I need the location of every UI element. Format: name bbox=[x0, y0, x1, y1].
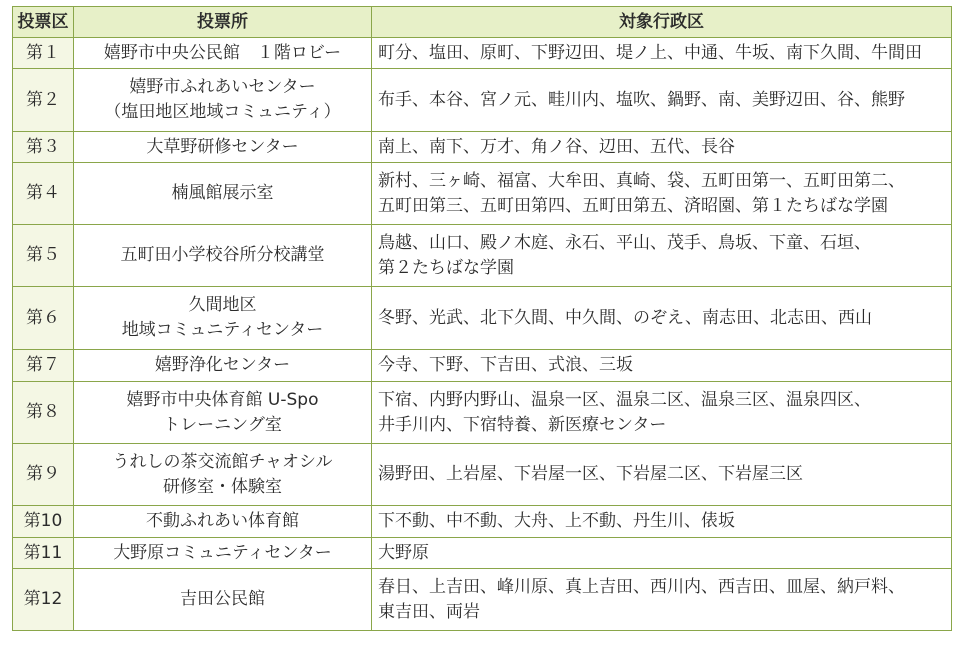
polling-table-container bbox=[12, 6, 952, 631]
target-areas bbox=[372, 538, 952, 569]
polling-place-line: 楠風館展示室 bbox=[171, 183, 274, 203]
table-row bbox=[13, 225, 952, 287]
target-areas bbox=[372, 569, 952, 631]
table-row bbox=[13, 287, 952, 350]
table-row bbox=[13, 382, 952, 444]
polling-place bbox=[74, 538, 372, 569]
district-number: 第３ bbox=[13, 132, 74, 163]
polling-place-line: 嬉野市中央公民館 １階ロビー bbox=[103, 42, 342, 63]
table-header-row bbox=[13, 7, 952, 38]
target-areas-line: 東吉田、両岩 bbox=[378, 601, 480, 622]
target-areas-line: 第２たちばな学園 bbox=[378, 257, 514, 278]
polling-place-line: 地域コミュニティセンター bbox=[121, 320, 324, 340]
polling-place-line: 大野原コミュニティセンター bbox=[113, 542, 332, 563]
target-areas-line: 鳥越、山口、殿ノ木庭、永石、平山、茂手、鳥坂、下童、石垣、 bbox=[378, 232, 871, 253]
polling-place-line: うれしの茶交流館チャオシル bbox=[112, 451, 333, 472]
district-number: 第12 bbox=[13, 569, 74, 631]
target-areas bbox=[372, 382, 952, 444]
target-areas bbox=[372, 506, 952, 538]
target-areas-line: 下宿、内野内野山、温泉一区、温泉二区、温泉三区、温泉四区、 bbox=[378, 389, 871, 410]
district-number: 第５ bbox=[13, 225, 74, 287]
table-row bbox=[13, 569, 952, 631]
target-areas bbox=[372, 444, 952, 506]
district-number: 第９ bbox=[13, 444, 74, 506]
polling-place bbox=[74, 569, 372, 631]
table-row bbox=[13, 538, 952, 569]
district-number: 第１ bbox=[13, 38, 74, 69]
polling-place-line: （塩田地区地域コミュニティ） bbox=[104, 102, 341, 122]
target-areas-line: 春日、上吉田、峰川原、真上吉田、西川内、西吉田、皿屋、納戸料、 bbox=[378, 576, 905, 597]
polling-place-line: 久間地区 bbox=[188, 295, 257, 315]
polling-place-line: トレーニング室 bbox=[163, 414, 282, 435]
polling-place bbox=[74, 225, 372, 287]
target-areas-line: 下不動、中不動、大舟、上不動、丹生川、俵坂 bbox=[378, 511, 735, 531]
target-areas-line: 冬野、光武、北下久間、中久間、のぞえ、南志田、北志田、西山 bbox=[378, 307, 873, 328]
polling-districts-table bbox=[12, 6, 952, 631]
target-areas-line: 新村、三ヶ崎、福富、大牟田、真崎、袋、五町田第一、五町田第二、 bbox=[378, 170, 905, 191]
table-row bbox=[13, 350, 952, 382]
polling-place-line: 不動ふれあい体育館 bbox=[146, 511, 299, 531]
polling-place-line: 嬉野浄化センター bbox=[154, 355, 291, 375]
district-number: 第４ bbox=[13, 163, 74, 225]
table-row bbox=[13, 163, 952, 225]
polling-place bbox=[74, 506, 372, 538]
polling-place-line: 吉田公民館 bbox=[180, 589, 265, 609]
target-areas bbox=[372, 350, 952, 382]
district-number: 第７ bbox=[13, 350, 74, 382]
target-areas-line: 布手、本谷、宮ノ元、畦川内、塩吹、鍋野、南、美野辺田、谷、熊野 bbox=[378, 89, 905, 110]
polling-place bbox=[74, 287, 372, 350]
polling-place bbox=[74, 38, 372, 69]
target-areas-line: 湯野田、上岩屋、下岩屋一区、下岩屋二区、下岩屋三区 bbox=[378, 464, 803, 484]
target-areas-line: 五町田第三、五町田第四、五町田第五、済昭園、第１たちばな学園 bbox=[378, 195, 888, 216]
polling-place bbox=[74, 132, 372, 163]
polling-place-line: 嬉野市ふれあいセンター bbox=[129, 77, 316, 97]
target-areas bbox=[372, 69, 952, 132]
district-number: 第８ bbox=[13, 382, 74, 444]
table-row bbox=[13, 444, 952, 506]
polling-place-line: 研修室・体験室 bbox=[163, 476, 282, 497]
table-row bbox=[13, 38, 952, 69]
district-number: 第10 bbox=[13, 506, 74, 538]
table-row bbox=[13, 132, 952, 163]
polling-place-line: 嬉野市中央体育館 U-Spo bbox=[126, 389, 319, 410]
district-number: 第11 bbox=[13, 538, 74, 569]
district-number: 第２ bbox=[13, 69, 74, 132]
polling-place bbox=[74, 382, 372, 444]
target-areas bbox=[372, 287, 952, 350]
header-district: 投票区 bbox=[13, 7, 74, 38]
target-areas-line: 町分、塩田、原町、下野辺田、堤ノ上、中通、牛坂、南下久間、牛間田 bbox=[378, 42, 922, 63]
header-polling-place: 投票所 bbox=[74, 7, 372, 38]
polling-place bbox=[74, 350, 372, 382]
polling-place bbox=[74, 444, 372, 506]
polling-place-line: 大草野研修センター bbox=[146, 136, 299, 157]
district-number: 第６ bbox=[13, 287, 74, 350]
table-row bbox=[13, 69, 952, 132]
header-target-areas: 対象行政区 bbox=[372, 7, 952, 38]
target-areas bbox=[372, 132, 952, 163]
polling-place bbox=[74, 163, 372, 225]
target-areas bbox=[372, 163, 952, 225]
target-areas-line: 井手川内、下宿特養、新医療センター bbox=[378, 414, 667, 435]
target-areas-line: 今寺、下野、下吉田、式浪、三坂 bbox=[378, 355, 633, 375]
polling-place-line: 五町田小学校谷所分校講堂 bbox=[120, 245, 325, 265]
target-areas bbox=[372, 38, 952, 69]
target-areas-line: 大野原 bbox=[378, 542, 429, 563]
polling-place bbox=[74, 69, 372, 132]
target-areas-line: 南上、南下、万才、角ノ谷、辺田、五代、長谷 bbox=[378, 136, 735, 157]
table-row bbox=[13, 506, 952, 538]
target-areas bbox=[372, 225, 952, 287]
